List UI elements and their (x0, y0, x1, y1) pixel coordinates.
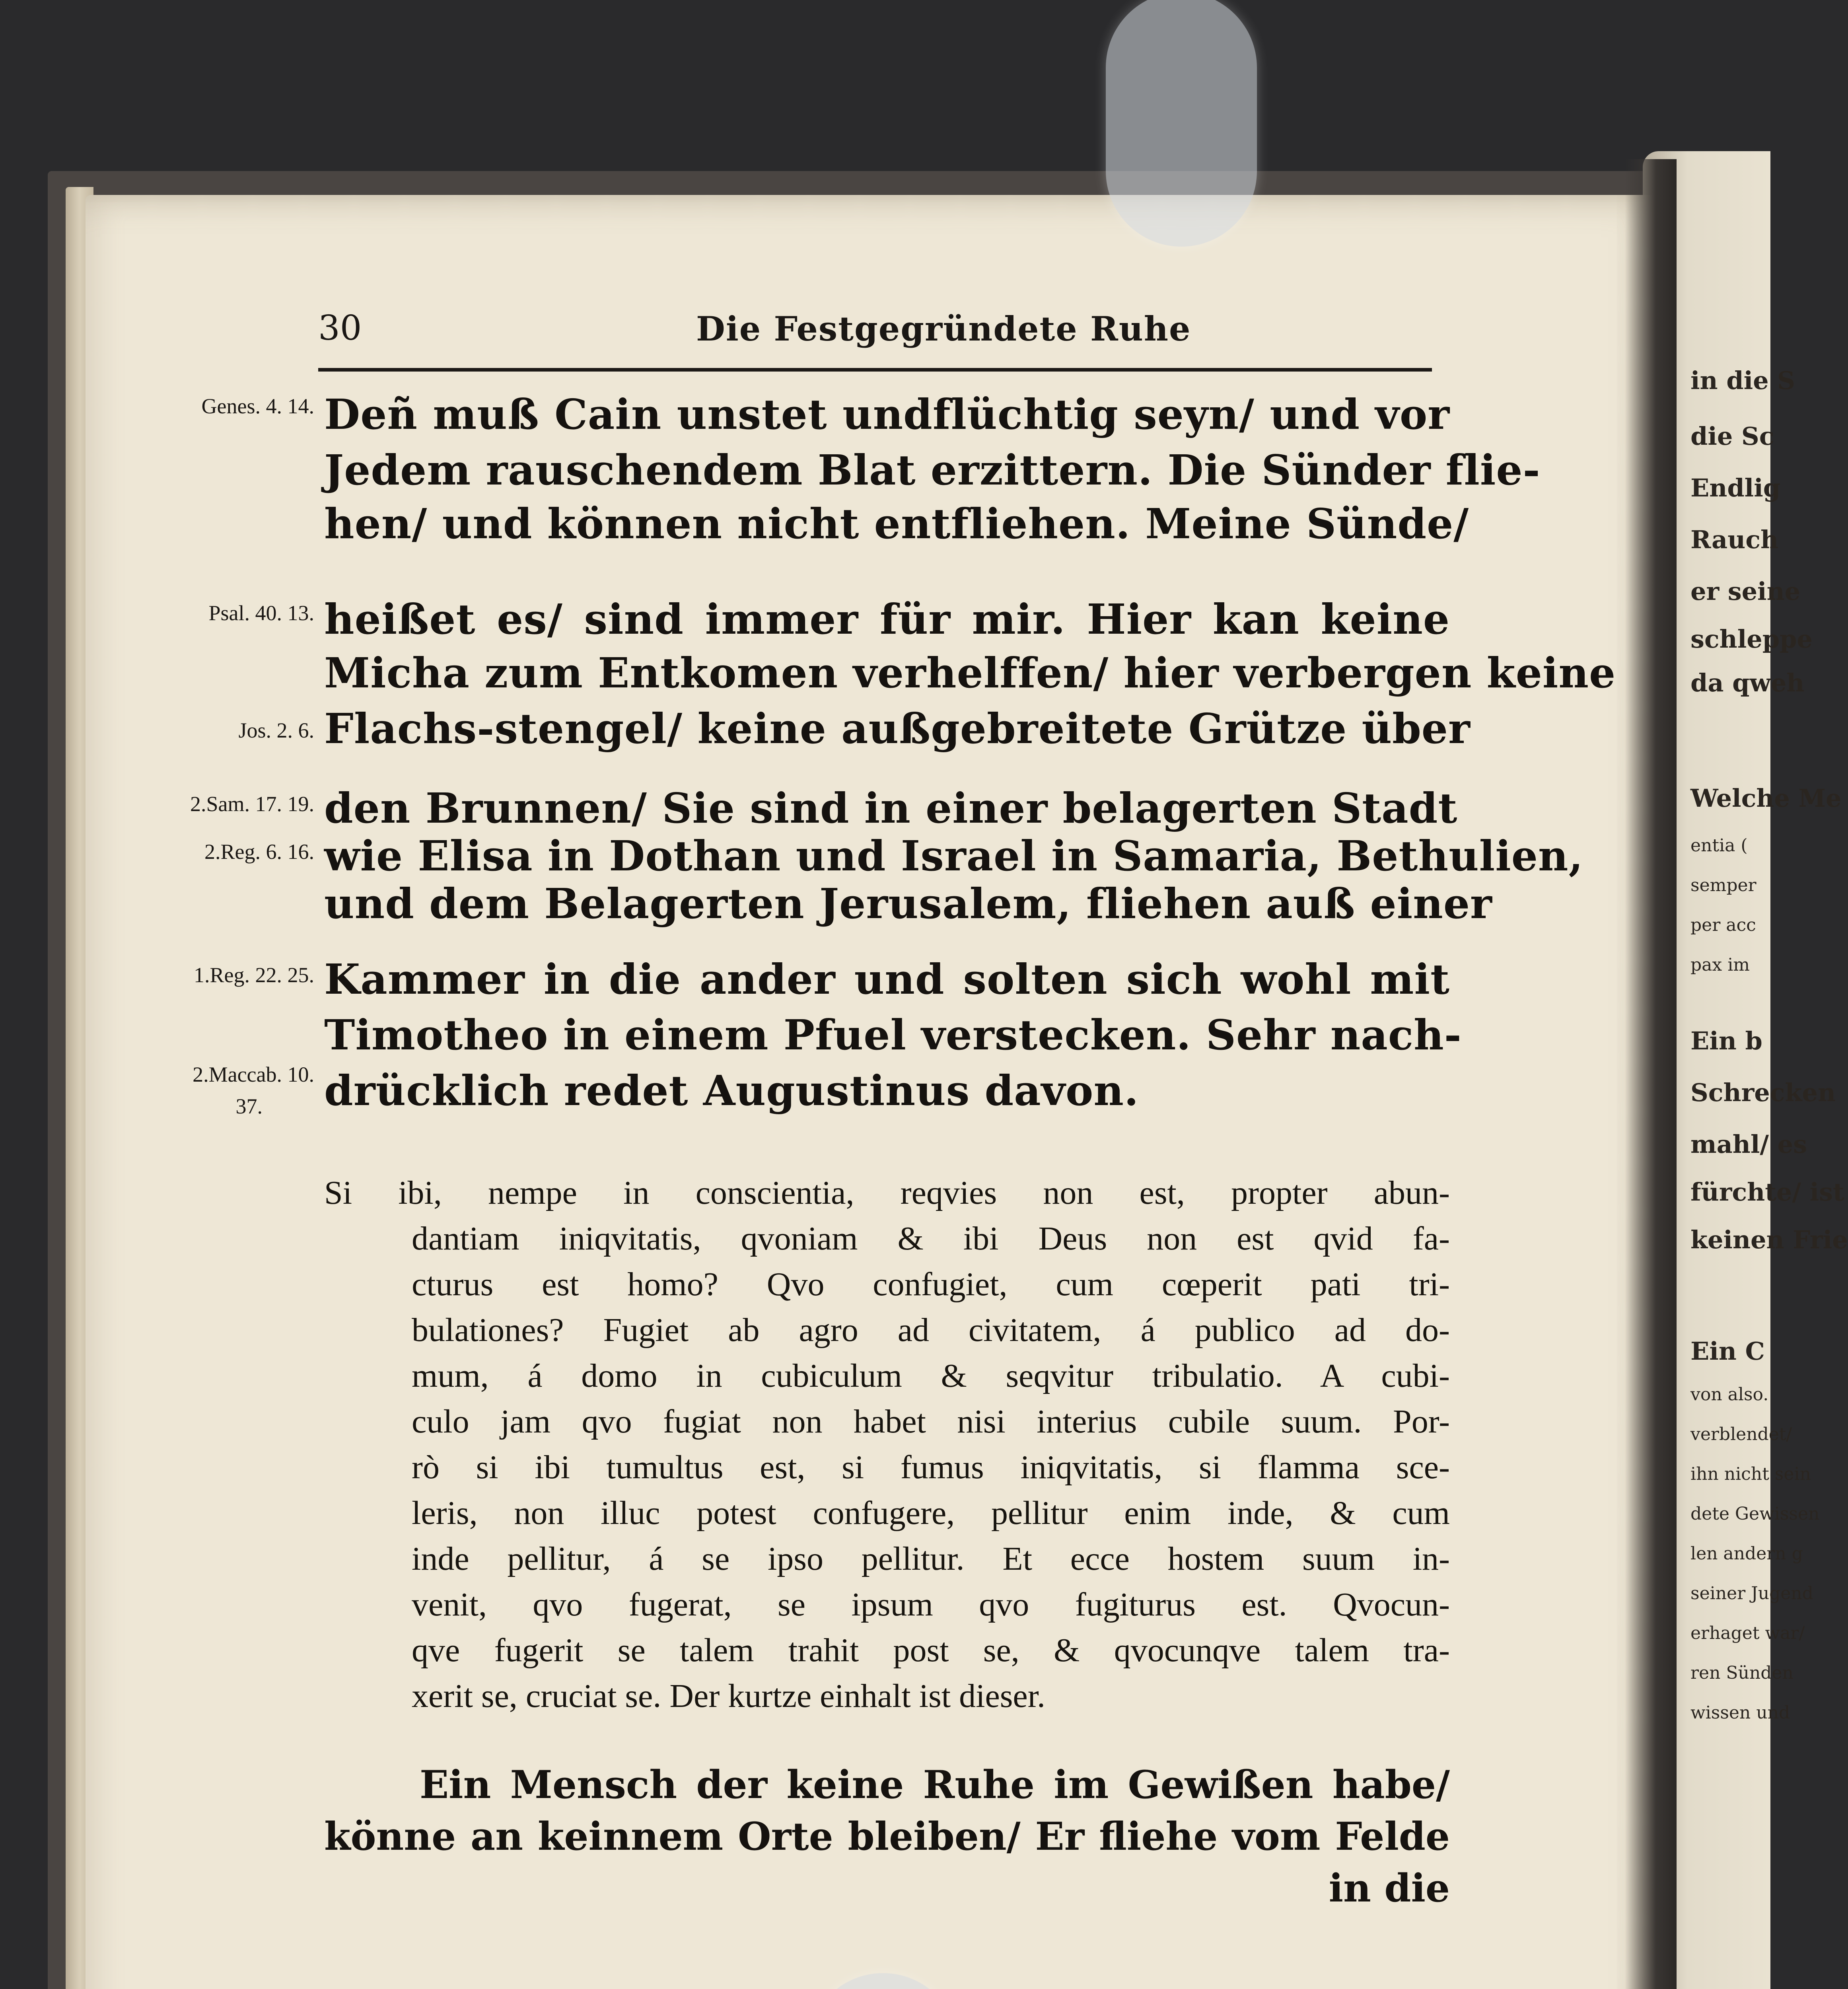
fragment-line: da qweh (1690, 668, 1805, 697)
running-title: Die Festgegründete Ruhe (696, 309, 1191, 348)
text-line: Flachs-stengel/ keine außgebreitete Grütze über (324, 704, 1471, 753)
text-line: Micha zum Entkomen verhelffen/ hier verbergen keine (324, 648, 1616, 697)
quote-line: leris, non illuc potest confugere, pellitur enim inde, & cum (412, 1495, 1450, 1532)
text-line: Kammer in die ander und solten sich wohl mit (324, 955, 1450, 1004)
fragment-line: semper (1690, 875, 1757, 895)
fragment-line: per acc (1690, 915, 1756, 935)
margin-note: Genes. 4. 14. (201, 394, 314, 418)
text-line: Ein Mensch der keine Ruhe im Gewißen habe/ (420, 1762, 1450, 1807)
fragment-line: Welche Me (1690, 784, 1842, 813)
quote-line: rò si ibi tumultus est, si fumus iniqvitatis, si flamma sce- (412, 1449, 1450, 1486)
text-line: drücklich redet Augustinus davon. (324, 1066, 1139, 1115)
fragment-line: fürchte/ ist (1690, 1177, 1844, 1207)
margin-notes (131, 390, 314, 1146)
text-line: Deñ muß Cain unstet undflüchtig seyn/ und vor (324, 390, 1450, 439)
quote-line: bulationes? Fugiet ab agro ad civitatem, á publico ad do- (412, 1312, 1450, 1349)
quote-line: dantiam iniqvitatis, qvoniam & ibi Deus non est qvid fa- (412, 1220, 1450, 1257)
text-line: wie Elisa in Dothan und Israel in Samaria, Bethulien, (324, 831, 1583, 880)
text-line: hen/ und können nicht entfliehen. Meine Sünde/ (324, 499, 1469, 548)
fragment-line: Ein C (1690, 1337, 1765, 1366)
text-line: Timotheo in einem Pfuel verstecken. Sehr nach- (324, 1010, 1462, 1059)
catchword: in die (1329, 1866, 1450, 1911)
quote-line: venit, qvo fugerat, se ipsum qvo fugiturus est. Qvocun- (412, 1586, 1450, 1623)
text-line: könne an keinnem Orte bleiben/ Er fliehe vom Felde (324, 1814, 1450, 1859)
fragment-line: er seine (1690, 577, 1801, 606)
quote-line: cturus est homo? Qvo confugiet, cum cœperit pati tri- (412, 1266, 1450, 1303)
quote-line: xerit se, cruciat se. Der kurtze einhalt ist dieser. (412, 1678, 1046, 1715)
facing-page-text (1683, 350, 1848, 1901)
page-number: 30 (318, 308, 362, 348)
fragment-line: dete Gewissen (1690, 1504, 1820, 1524)
text-line: den Brunnen/ Sie sind in einer belagerten Stadt (324, 784, 1458, 833)
text-line: heißet es/ sind immer für mir. Hier kan keine (324, 595, 1450, 644)
fragment-line: die Sc (1690, 422, 1774, 451)
fragment-line: pax im (1690, 955, 1750, 975)
quote-line: culo jam qvo fugiat non habet nisi interius cubile suum. Por- (412, 1403, 1450, 1440)
fragment-line: in die S (1690, 366, 1795, 395)
fragment-line: Rauch (1690, 525, 1779, 554)
quote-line: inde pellitur, á se ipso pellitur. Et ecce hostem suum in- (412, 1540, 1450, 1577)
quote-line: mum, á domo in cubiculum & seqvitur tribulatio. A cubi- (412, 1357, 1450, 1394)
text-line: Jedem rauschendem Blat erzittern. Die Sünder flie- (324, 446, 1541, 494)
quote-line: Si ibi, nempe in conscientia, reqvies non est, propter abun- (324, 1174, 1450, 1211)
margin-note: 37. (235, 1094, 263, 1118)
fragment-line: ren Sünden (1690, 1663, 1794, 1683)
book-gutter (1625, 159, 1677, 1989)
fragment-line: wissen und (1690, 1703, 1790, 1723)
margin-note: 2.Reg. 6. 16. (204, 840, 314, 864)
page-header (318, 300, 1428, 364)
fragment-line: Schrecken (1690, 1078, 1836, 1107)
margin-note: 2.Maccab. 10. (193, 1063, 314, 1086)
fragment-line: Endlig (1690, 473, 1781, 502)
fragment-line: entia ( (1690, 835, 1748, 856)
fragment-line: schleppe (1690, 625, 1813, 654)
fragment-line: Ein b (1690, 1026, 1762, 1055)
quote-line: qve fugerit se talem trahit post se, & qvocunqve talem tra- (412, 1632, 1450, 1669)
fragment-line: seiner Jugend (1690, 1583, 1813, 1604)
page-clip-top (1106, 0, 1257, 247)
margin-note: Jos. 2. 6. (238, 718, 314, 742)
fragment-line: len andern g (1690, 1543, 1803, 1564)
fragment-line: von also. (1690, 1384, 1769, 1405)
margin-note: 1.Reg. 22. 25. (194, 963, 314, 987)
fragment-line: verblendet/ (1690, 1424, 1792, 1444)
fragment-line: erhaget war/ (1690, 1623, 1805, 1643)
text-line: und dem Belagerten Jerusalem, fliehen auß einer (324, 879, 1492, 928)
fragment-line: mahl/ es (1690, 1130, 1807, 1159)
fragment-line: keinen Frie (1690, 1225, 1848, 1254)
fragment-line: ihn nicht sein (1690, 1464, 1811, 1484)
margin-note: 2.Sam. 17. 19. (190, 792, 314, 816)
header-rule (318, 368, 1432, 372)
margin-note: Psal. 40. 13. (208, 601, 314, 625)
